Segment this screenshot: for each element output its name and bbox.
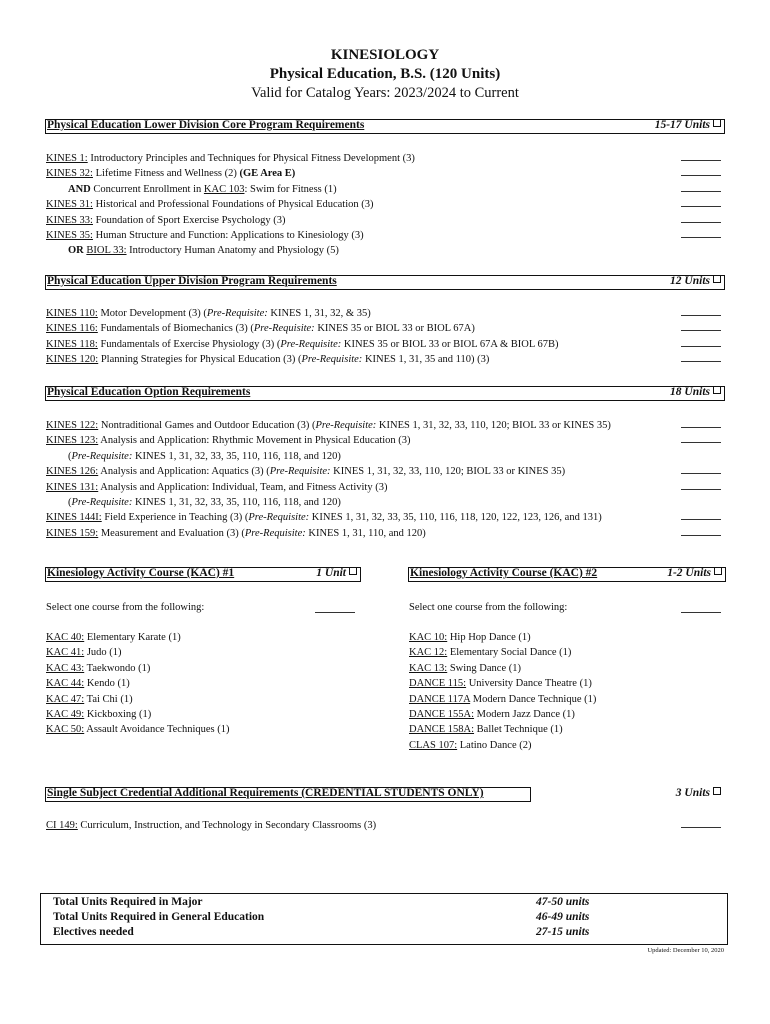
- prerequisite-label: Pre-Requisite:: [315, 420, 377, 431]
- prerequisite-list: KINES 1, 31, 32, 33, 35, 110, 116, 118, 120, 122, 123, 126, and 131): [309, 512, 602, 524]
- option-blank-column: [681, 418, 721, 541]
- course-description: Judo (1): [84, 647, 122, 659]
- blank-slot: [681, 352, 721, 367]
- credential-header: [45, 787, 725, 802]
- course-line: [46, 166, 415, 181]
- connector-word: OR: [68, 245, 84, 257]
- kac2-select-blank[interactable]: [681, 603, 721, 613]
- course-description: Elementary Karate (1): [84, 632, 181, 643]
- credential-course-list: [46, 818, 376, 833]
- prerequisite-list: KINES 1, 31, 32, 33, 35, 110, 116, 118, and 120): [132, 450, 341, 462]
- course-description: University Dance Theatre (1): [466, 678, 592, 690]
- course-description: Modern Jazz Dance (1): [474, 709, 575, 721]
- course-line: [46, 449, 611, 464]
- grade-blank[interactable]: [681, 818, 721, 828]
- course-line: [409, 676, 596, 691]
- course-code-link[interactable]: KINES 32:: [46, 168, 93, 180]
- grade-blank[interactable]: [681, 526, 721, 536]
- grade-blank[interactable]: [681, 182, 721, 192]
- course-code-link[interactable]: KINES 118:: [46, 338, 98, 350]
- course-line: [46, 526, 611, 541]
- section-units: [316, 567, 357, 579]
- course-line: [409, 630, 596, 645]
- course-description: Kickboxing (1): [84, 709, 152, 721]
- course-description: Field Experience in Teaching (3) (: [101, 512, 249, 524]
- total-major-value: 47-50 units: [536, 896, 590, 908]
- grade-blank[interactable]: [681, 321, 721, 331]
- grade-blank[interactable]: [681, 352, 721, 362]
- course-line: [46, 707, 229, 722]
- course-description: Introductory Principles and Techniques for Physical Fitness Development (3): [87, 153, 415, 164]
- blank-slot: [681, 166, 721, 181]
- blank-slot: [681, 243, 721, 258]
- course-code-link[interactable]: KAC 10:: [409, 632, 448, 643]
- kac2-course-list: [409, 630, 596, 753]
- catalog-years: Valid for Catalog Years: 2023/2024 to Current: [251, 85, 519, 101]
- grade-blank[interactable]: [681, 151, 721, 161]
- course-description: Modern Dance Technique (1): [470, 693, 597, 705]
- course-code-link[interactable]: CLAS 107:: [409, 739, 458, 751]
- prerequisite-label: Pre-Requisite:: [71, 497, 133, 509]
- connector-text: Concurrent Enrollment in: [90, 183, 204, 195]
- grade-blank[interactable]: [681, 228, 721, 238]
- course-line: [46, 228, 415, 243]
- units-checkbox[interactable]: [713, 787, 721, 795]
- units-checkbox[interactable]: [713, 275, 721, 283]
- course-line: [46, 495, 611, 510]
- course-code-link[interactable]: KINES 159:: [46, 527, 99, 539]
- course-line: [46, 818, 376, 833]
- course-description: Historical and Professional Foundations of Physical Education (3): [92, 199, 374, 211]
- option-header: [45, 386, 725, 401]
- section-units: [670, 386, 721, 398]
- course-code-link[interactable]: DANCE 155A:: [409, 709, 475, 721]
- blank-slot: [681, 510, 721, 525]
- grade-blank[interactable]: [681, 464, 721, 474]
- units-checkbox[interactable]: [714, 567, 722, 575]
- totals-box: [40, 893, 728, 945]
- prerequisite-list: KINES 35 or BIOL 33 or BIOL 67A & BIOL 67B): [341, 338, 559, 350]
- course-code-link[interactable]: BIOL 33:: [86, 245, 127, 257]
- course-description: Tai Chi (1): [84, 693, 133, 705]
- course-line: [46, 337, 559, 352]
- course-line: [46, 418, 611, 433]
- units-label: 15-17 Units: [654, 119, 710, 131]
- upper-course-list: [46, 306, 559, 368]
- course-code-link[interactable]: KINES 123:: [46, 435, 99, 447]
- prerequisite-label: Pre-Requisite:: [253, 323, 315, 335]
- course-line: [46, 197, 415, 212]
- course-code-link[interactable]: KAC 50:: [46, 724, 85, 736]
- course-code-link[interactable]: KINES 31:: [46, 199, 93, 211]
- grade-blank[interactable]: [681, 166, 721, 176]
- course-code-link[interactable]: DANCE 115:: [409, 678, 467, 690]
- course-code-link[interactable]: KINES 116:: [46, 323, 98, 335]
- grade-blank[interactable]: [681, 418, 721, 428]
- total-ge-label: Total Units Required in General Education: [53, 911, 265, 923]
- course-description: Motor Development (3) (: [97, 308, 207, 319]
- course-line: [46, 182, 415, 197]
- grade-blank[interactable]: [681, 197, 721, 207]
- course-description: Introductory Human Anatomy and Physiology (5): [126, 245, 339, 257]
- blank-slot: [681, 495, 721, 510]
- connector-word: AND: [68, 183, 91, 195]
- blank-slot: [681, 418, 721, 433]
- units-checkbox[interactable]: [713, 119, 721, 127]
- prerequisite-list: KINES 1, 31, 32, & 35): [267, 308, 371, 319]
- course-description: Measurement and Evaluation (3) (: [98, 527, 245, 539]
- total-major-label: Total Units Required in Major: [53, 896, 203, 908]
- course-line: [46, 433, 611, 448]
- course-line: [46, 661, 229, 676]
- blank-slot: [681, 818, 721, 833]
- blank-slot: [681, 182, 721, 197]
- grade-blank[interactable]: [681, 510, 721, 520]
- lower-division-header: [45, 119, 725, 134]
- course-code-link[interactable]: KAC 12:: [409, 647, 448, 659]
- course-line: [409, 707, 596, 722]
- program-title: Physical Education, B.S. (120 Units): [269, 66, 501, 82]
- prerequisite-label: Pre-Requisite:: [248, 512, 310, 524]
- blank-slot: [681, 464, 721, 479]
- prerequisite-list: KINES 1, 31, 110, and 120): [305, 527, 426, 539]
- electives-label: Electives needed: [53, 926, 134, 938]
- course-code-link[interactable]: DANCE 158A:: [409, 724, 475, 736]
- page-title: KINESIOLOGY: [330, 47, 440, 63]
- prerequisite-list: KINES 1, 31, 32, 33, 110, 120; BIOL 33 or KINES 35): [330, 466, 566, 478]
- course-description: Swing Dance (1): [447, 662, 521, 674]
- blank-slot: [681, 433, 721, 448]
- course-description: Kendo (1): [84, 678, 130, 690]
- updated-date: Updated: December 10, 2020: [647, 947, 724, 954]
- prerequisite-label: Pre-Requisite:: [244, 527, 306, 539]
- course-line: [46, 722, 229, 737]
- blank-slot: [681, 526, 721, 541]
- course-description: Foundation of Sport Exercise Psychology (3): [92, 214, 286, 226]
- course-line: [46, 464, 611, 479]
- course-code-link[interactable]: KAC 43:: [46, 662, 85, 674]
- course-line: [46, 306, 559, 321]
- option-course-list: [46, 418, 611, 541]
- course-line: [409, 722, 596, 737]
- units-label: 12 Units: [670, 275, 710, 287]
- course-description: (: [68, 497, 72, 509]
- course-line: [46, 243, 415, 258]
- blank-slot: [681, 151, 721, 166]
- course-description: Curriculum, Instruction, and Technology in Secondary Classrooms (3): [77, 820, 377, 831]
- course-code-link[interactable]: KAC 41:: [46, 647, 85, 659]
- course-description: Ballet Technique (1): [474, 724, 563, 736]
- units-checkbox[interactable]: [713, 386, 721, 394]
- course-description: Latino Dance (2): [457, 739, 532, 751]
- course-description: Analysis and Application: Aquatics (3) (: [98, 466, 270, 478]
- blank-slot: [681, 213, 721, 228]
- section-title: Kinesiology Activity Course (KAC) #1: [47, 567, 235, 579]
- course-line: [409, 692, 596, 707]
- section-units: [670, 275, 721, 287]
- course-line: [46, 480, 611, 495]
- course-code-link[interactable]: KINES 120:: [46, 354, 99, 366]
- credential-blank-column: [681, 818, 721, 833]
- units-label: 3 Units: [675, 787, 710, 799]
- kac1-header: [45, 567, 361, 582]
- course-description: Human Structure and Function: Applications to Kinesiology (3): [92, 230, 364, 242]
- blank-slot: [681, 321, 721, 336]
- course-code-link[interactable]: KINES 110:: [46, 308, 98, 319]
- course-code-link[interactable]: CI 149:: [46, 820, 78, 831]
- section-title: Kinesiology Activity Course (KAC) #2: [410, 567, 598, 579]
- section-units: [655, 119, 721, 131]
- course-line: [46, 510, 611, 525]
- prerequisite-list: KINES 35 or BIOL 33 or BIOL 67A): [314, 323, 475, 335]
- course-description: (: [68, 450, 72, 462]
- blank-slot: [681, 306, 721, 321]
- section-units: [667, 567, 722, 579]
- prerequisite-list: KINES 1, 31, 35 and 110) (3): [362, 354, 490, 366]
- kac2-select-text: Select one course from the following:: [409, 602, 568, 613]
- kac1-course-list: [46, 630, 229, 738]
- blank-slot: [681, 337, 721, 352]
- course-description: Hip Hop Dance (1): [447, 632, 531, 643]
- course-description: Nontraditional Games and Outdoor Education (3) (: [98, 420, 316, 431]
- course-line: [46, 692, 229, 707]
- course-line: [46, 645, 229, 660]
- section-units: [676, 787, 721, 799]
- course-code-link[interactable]: KINES 35:: [46, 230, 93, 242]
- course-description: Lifetime Fitness and Wellness (2): [92, 168, 240, 180]
- ge-area-tag: (GE Area E): [239, 168, 296, 180]
- blank-slot: [681, 228, 721, 243]
- units-label: 18 Units: [670, 386, 710, 398]
- course-code-link[interactable]: KINES 122:: [46, 420, 99, 431]
- prerequisite-list: KINES 1, 31, 32, 33, 110, 120; BIOL 33 or KINES 35): [376, 420, 611, 431]
- section-title: Single Subject Credential Additional Requirements (CREDENTIAL STUDENTS ONLY): [47, 787, 484, 799]
- kac1-select-blank[interactable]: [315, 603, 355, 613]
- grade-blank[interactable]: [681, 306, 721, 316]
- course-description: : Swim for Fitness (1): [244, 183, 337, 195]
- course-code-link[interactable]: KAC 13:: [409, 662, 448, 674]
- course-line: [409, 645, 596, 660]
- course-line: [46, 676, 229, 691]
- course-line: [409, 661, 596, 676]
- course-description: Elementary Social Dance (1): [447, 647, 572, 659]
- prerequisite-list: KINES 1, 31, 32, 33, 35, 110, 116, 118, and 120): [132, 497, 341, 509]
- prerequisite-label: Pre-Requisite:: [269, 466, 331, 478]
- blank-slot: [681, 480, 721, 495]
- prerequisite-label: Pre-Requisite:: [71, 450, 133, 462]
- course-code-link[interactable]: KAC 44:: [46, 678, 85, 690]
- course-description: Taekwondo (1): [84, 662, 151, 674]
- total-ge-value: 46-49 units: [536, 911, 590, 923]
- course-description: Analysis and Application: Rhythmic Movement in Physical Education (3): [98, 435, 411, 447]
- prerequisite-label: Pre-Requisite:: [301, 354, 363, 366]
- course-line: [409, 738, 596, 753]
- prerequisite-label: Pre-Requisite:: [280, 338, 342, 350]
- prerequisite-label: Pre-Requisite:: [206, 308, 268, 319]
- grade-blank[interactable]: [681, 480, 721, 490]
- course-code-link[interactable]: KAC 47:: [46, 693, 85, 705]
- section-title: Physical Education Lower Division Core Program Requirements: [47, 119, 365, 131]
- units-label: 1 Unit: [316, 567, 346, 579]
- grade-blank[interactable]: [681, 433, 721, 443]
- course-description: Planning Strategies for Physical Education (3) (: [98, 354, 302, 366]
- course-code-link[interactable]: KINES 144I:: [46, 512, 102, 524]
- units-label: 1-2 Units: [667, 567, 711, 579]
- kac1-select-text: Select one course from the following:: [46, 602, 205, 613]
- course-code-link[interactable]: KAC 49:: [46, 709, 85, 721]
- blank-slot: [681, 197, 721, 212]
- course-code-link[interactable]: KAC 40:: [46, 632, 85, 643]
- section-title: Physical Education Upper Division Program Requirements: [47, 275, 337, 287]
- upper-division-header: [45, 275, 725, 290]
- course-description: Fundamentals of Biomechanics (3) (: [97, 323, 254, 335]
- course-line: [46, 151, 415, 166]
- electives-value: 27-15 units: [536, 926, 590, 938]
- course-description: Fundamentals of Exercise Physiology (3) (: [97, 338, 281, 350]
- course-code-link[interactable]: KAC 103: [203, 183, 245, 195]
- lower-course-list: [46, 151, 415, 259]
- course-line: [46, 630, 229, 645]
- lower-blank-column: [681, 151, 721, 259]
- kac2-header: [408, 567, 726, 582]
- grade-blank[interactable]: [681, 213, 721, 223]
- section-title: Physical Education Option Requirements: [47, 386, 251, 398]
- grade-blank[interactable]: [681, 337, 721, 347]
- course-code-link[interactable]: DANCE 117A: [409, 693, 471, 705]
- course-code-link[interactable]: KINES 1:: [46, 153, 88, 164]
- course-line: [46, 352, 559, 367]
- course-line: [46, 213, 415, 228]
- course-line: [46, 321, 559, 336]
- course-code-link[interactable]: KINES 131:: [46, 481, 99, 493]
- blank-slot: [681, 449, 721, 464]
- course-code-link[interactable]: KINES 33:: [46, 214, 93, 226]
- course-description: Analysis and Application: Individual, Team, and Fitness Activity (3): [98, 481, 388, 493]
- units-checkbox[interactable]: [349, 567, 357, 575]
- upper-blank-column: [681, 306, 721, 368]
- course-code-link[interactable]: KINES 126:: [46, 466, 99, 478]
- course-description: Assault Avoidance Techniques (1): [84, 724, 230, 736]
